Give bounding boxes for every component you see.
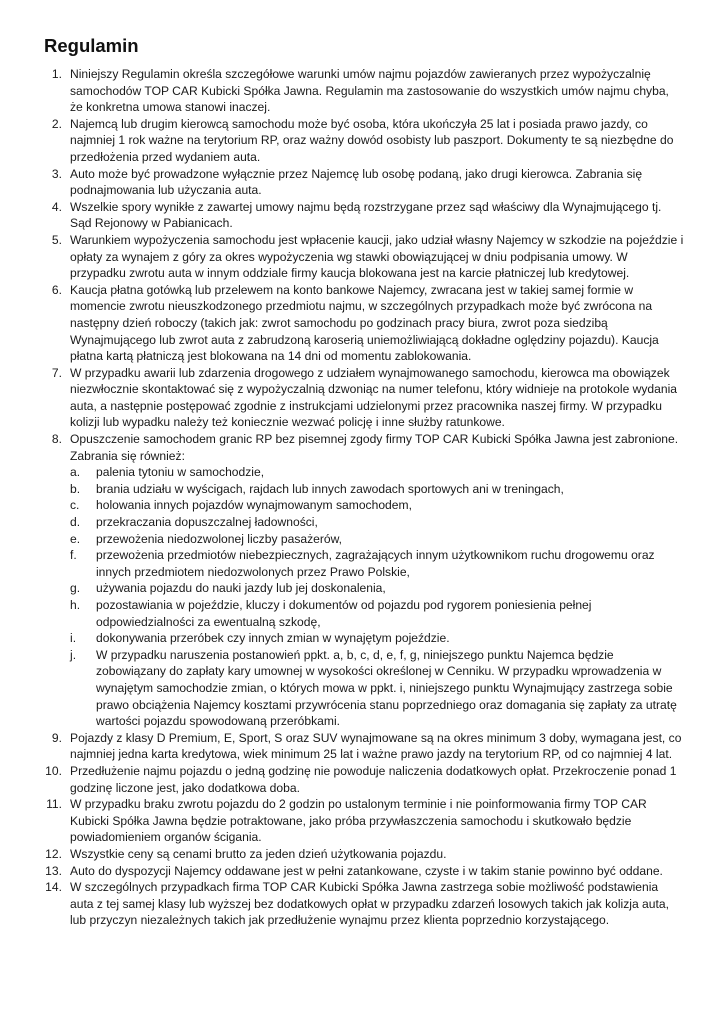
sub-list-item: przewożenia przedmiotów niebezpiecznych, zagrażających innym użytkownikom ruchu drogowemu oraz innych przedmiotem niedozwolonych przez Prawo Polskie, xyxy=(96,548,655,579)
regulation-list xyxy=(44,66,684,929)
list-item: Wszelkie spory wynikłe z zawartej umowy najmu będą rozstrzygane przez sąd właściwy dla Wynajmującego tj. Sąd Rejonowy w Pabianicach. xyxy=(70,199,662,231)
list-item: Pojazdy z klasy D Premium, E, Sport, S oraz SUV wynajmowane są na okres minimum 3 doby, wymagana jest, co najmniej jedna karta kredytowa, wiek minimum 25 lat i ważne prawo jazdy na terytorium RP, od co najmniej 4 lat. xyxy=(70,730,682,762)
list-item: W przypadku braku zwrotu pojazdu do 2 godzin po ustalonym terminie i nie poinformowania firmy TOP CAR Kubicki Spółka Jawna będzie potraktowane, jako próba przywłaszczenia samochodu i skutkowało będzie powiadomieniem organów ścigania. xyxy=(70,797,647,845)
list-item: Przedłużenie najmu pojazdu o jedną godzinę nie powoduje naliczenia dodatkowych opłat. Przekroczenie ponad 1 godzinę liczone jest, jako dodatkowa doba. xyxy=(70,763,677,795)
list-item: Auto do dyspozycji Najemcy oddawane jest w pełni zatankowane, czyste i w takim stanie powinno być oddane. xyxy=(70,863,663,878)
list-item: W szczególnych przypadkach firma TOP CAR Kubicki Spółka Jawna zastrzega sobie możliwość podstawienia auta z tej samej klasy lub wyższej bez dodatkowych opłat w przypadku zdarzeń losowych takich jak kolizja auta, lub przyczyn niezależnych takich jak przedłużenie wynajmu przez klienta poprzednio korzystającego. xyxy=(70,880,669,928)
page-title: Regulamin xyxy=(44,35,139,56)
sub-list-item: przewożenia niedozwolonej liczby pasażerów, xyxy=(96,531,343,546)
sub-list-item: brania udziału w wyścigach, rajdach lub innych zawodach sportowych ani w treningach, xyxy=(96,481,564,496)
list-item: Najemcą lub drugim kierowcą samochodu może być osoba, która ukończyła 25 lat i posiada prawo jazdy, co najmniej 1 rok ważne na terytorium RP, oraz ważny dowód osobisty lub paszport. Dokumenty te są niezbędne do przedłożenia przed wydaniem auta. xyxy=(70,116,674,164)
list-item: Warunkiem wypożyczenia samochodu jest wpłacenie kaucji, jako udział własny Najemcy w szkodzie na pojeździe i opłaty za wynajem z góry za okres wypożyczenia wg stawki obowiązującej w dniu podpisania umowy. W przypadku zwrotu auta w innym oddziale firmy kaucja blokowana jest na karcie płatniczej lub kredytowej. xyxy=(70,232,684,281)
sub-list-item: holowania innych pojazdów wynajmowanym samochodem, xyxy=(96,498,412,513)
list-item-text: Opuszczenie samochodem granic RP bez pisemnej zgody firmy TOP CAR Kubicki Spółka Jawna jest zabronione. Zabrania się również: xyxy=(70,432,679,463)
sub-list-item: dokonywania przeróbek czy innych zmian w wynajętym pojeździe. xyxy=(96,631,450,646)
sub-list-item: pozostawiania w pojeździe, kluczy i dokumentów od pojazdu pod rygorem poniesienia pełnej odpowiedzialności za ewentualną szkodę, xyxy=(96,598,592,629)
list-item: Kaucja płatna gotówką lub przelewem na konto bankowe Najemcy, zwracana jest w takiej samej formie w momencie zwrotu nieuszkodzonego przedmiotu najmu, w szczególnych przypadkach może być zwrócona na następny dzień roboczy (takich jak: zwrot samochodu po godzinach pracy biura, zwrot poza siedzibą Wynajmującego lub zwrot auta z zabrudzoną karoserią uniemożliwiającą dokładne oględziny pojazdu). Kaucja płatna kartą płatniczą jest blokowana na 14 dni od momentu zablokowania. xyxy=(70,282,659,364)
sub-list-item: W przypadku naruszenia postanowień ppkt. a, b, c, d, e, f, g, niniejszego punktu Najemca będzie zobowiązany do zapłaty kary umownej w wysokości określonej w Cenniku. W przypadku wprowadzenia w wynajętym samochodzie zmian, o których mowa w ppkt. i, niniejszego punktu Wynajmujący zastrzega sobie prawo obciążenia Najemcy kosztami przywrócenia stanu poprzedniego oraz domagania się zapłaty za utratę wartości pojazdu spowodowaną przeróbkami. xyxy=(96,647,677,729)
sub-list-item: palenia tytoniu w samochodzie, xyxy=(96,465,265,480)
sub-list-item: przekraczania dopuszczalnej ładowności, xyxy=(96,515,318,530)
list-item: Niniejszy Regulamin określa szczegółowe warunki umów najmu pojazdów zawieranych przez wypożyczalnię samochodów TOP CAR Kubicki Spółka Jawna. Regulamin ma zastosowanie do wszystkich umów najmu chyba, że konkretna umowa stanowi inaczej. xyxy=(70,67,669,115)
prohibitions-sublist xyxy=(70,464,684,730)
list-item: Wszystkie ceny są cenami brutto za jeden dzień użytkowania pojazdu. xyxy=(70,846,447,861)
list-item xyxy=(44,431,684,730)
list-item: W przypadku awarii lub zdarzenia drogowego z udziałem wynajmowanego samochodu, kierowca ma obowiązek niezwłocznie skontaktować się z wypożyczalnią dzwoniąc na numer telefonu, który widnieje na protokole wydania auta, a następnie postępować zgodnie z instrukcjami udzielonymi przez pracownika naszej firmy. W przypadku kolizji lub wypadku należy też koniecznie wezwać policję i inne służby ratunkowe. xyxy=(70,365,678,430)
sub-list-item: używania pojazdu do nauki jazdy lub jej doskonalenia, xyxy=(96,581,386,596)
list-item: Auto może być prowadzone wyłącznie przez Najemcę lub osobę podaną, jako drugi kierowca. Zabrania się podnajmowania lub użyczania auta. xyxy=(70,166,643,198)
document-page xyxy=(44,34,684,929)
